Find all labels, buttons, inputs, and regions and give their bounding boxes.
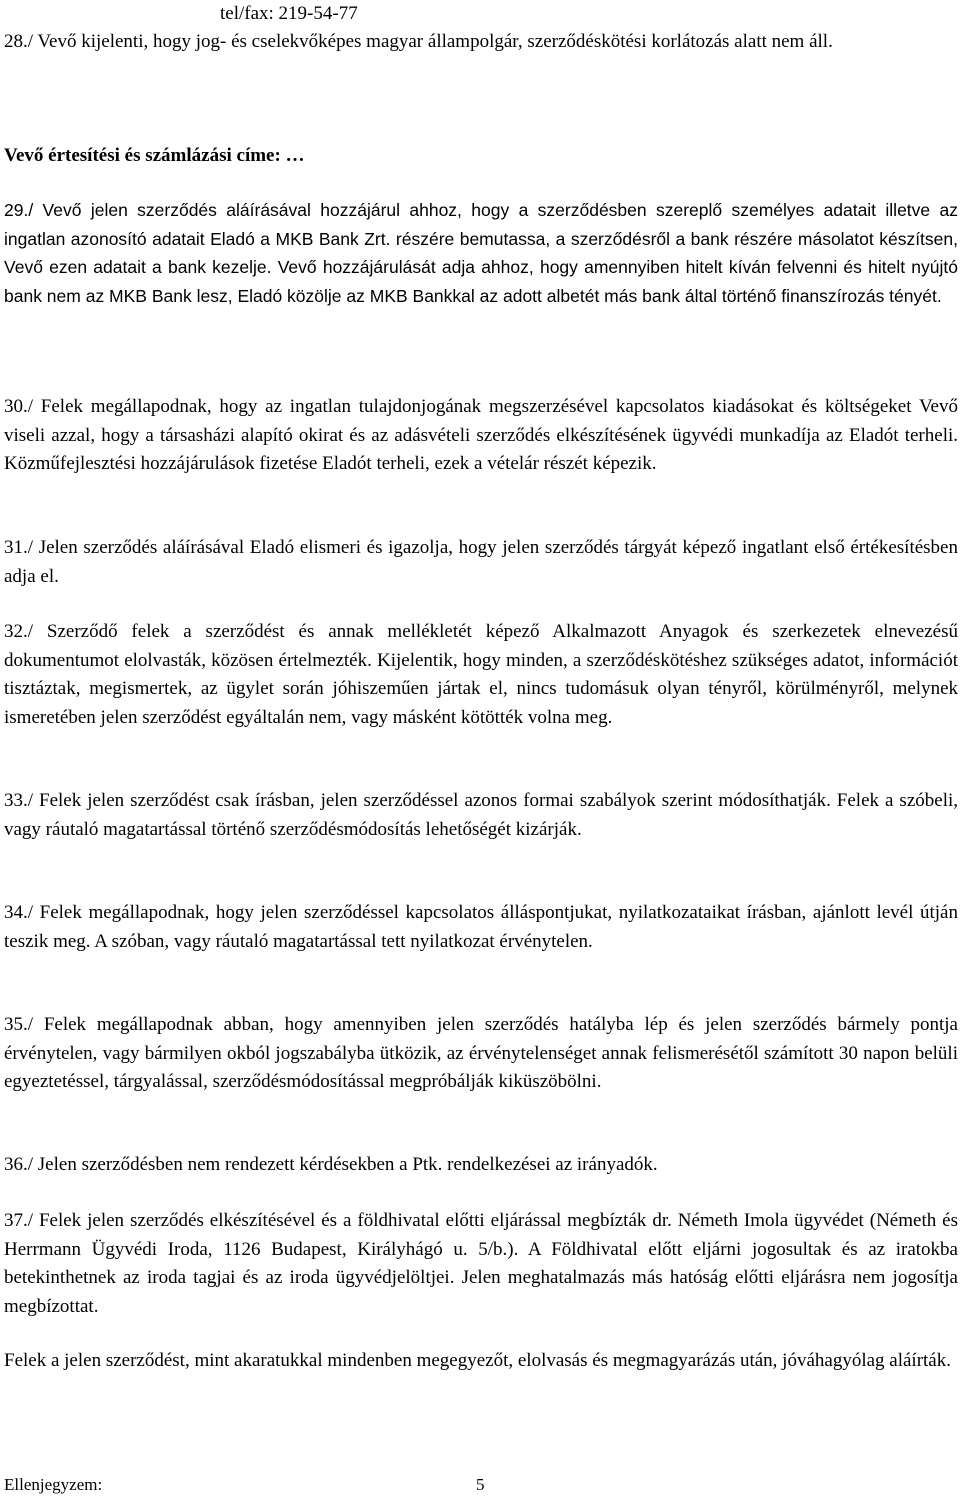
- paragraph-33: 33./ Felek jelen szerződést csak írásban, jelen szerződéssel azonos formai szabályok szerint módosíthatják. Felek a szóbeli, vagy ráutaló magatartással történő szerződésmódosítás lehetőségét kizárják.: [4, 790, 958, 840]
- header-contact: tel/fax: 219-54-77: [220, 3, 358, 24]
- paragraph-29: 29./ Vevő jelen szerződés aláírásával hozzájárul ahhoz, hogy a szerződésben szereplő személyes adatait illetve az ingatlan azonosító adatait Eladó a MKB Bank Zrt. részére bemutassa, a szerződésről a bank részére másolatot készítsen, Vevő ezen adatait a bank kezelje. Vevő hozzájárulását adja ahhoz, hogy amennyiben hitelt kíván felvenni és hitelt nyújtó bank nem az MKB Bank lesz, Eladó közölje az MKB Bankkal az adott albetét más bank által történő finanszírozás tényét.: [4, 200, 958, 306]
- paragraph-32: 32./ Szerződő felek a szerződést és annak mellékletét képező Alkalmazott Anyagok és szerkezetek elnevezésű dokumentumot elolvasták, közösen értelmezték. Kijelentik, hogy minden, a szerződéskötéshez szükséges adatot, információt tisztáztak, megismertek, az ügylet során jóhiszeműen jártak el, nincs tudomásuk olyan tényről, körülményről, melynek ismeretében jelen szerződést egyáltalán nem, vagy másként kötötték volna meg.: [4, 621, 958, 728]
- page-number: 5: [476, 1475, 485, 1494]
- paragraph-31: 31./ Jelen szerződés aláírásával Eladó elismeri és igazolja, hogy jelen szerződés tárgyát képező ingatlant első értékesítésben adja el.: [4, 537, 958, 587]
- countersign-label: Ellenjegyzem:: [4, 1475, 103, 1494]
- paragraph-35: 35./ Felek megállapodnak abban, hogy amennyiben jelen szerződés hatályba lép és jelen szerződés bármely pontja érvénytelen, vagy bármilyen okból jogszabályba ütközik, az érvénytelenséget annak felismerésétől számított 30 napon belüli egyeztetéssel, tárgyalással, szerződésmódosítással megpróbálják kiküszöbölni.: [4, 1014, 958, 1092]
- closing-paragraph: Felek a jelen szerződést, mint akaratukkal mindenben megegyezőt, elolvasás és megmagyarázás után, jóváhagyólag aláírták.: [4, 1350, 951, 1371]
- paragraph-28: 28./ Vevő kijelenti, hogy jog- és cselekvőképes magyar állampolgár, szerződéskötési korlátozás alatt nem áll.: [4, 31, 833, 52]
- document-page: [4, 0, 958, 1499]
- paragraph-30: 30./ Felek megállapodnak, hogy az ingatlan tulajdonjogának megszerzésével kapcsolatos kiadásokat és költségeket Vevő viseli azzal, hogy a társasházi alapító okirat és az adásvételi szerződés elkészítésének ügyvédi munkadíja az Eladót terheli. Közműfejlesztési hozzájárulások fizetése Eladót terheli, ezek a vételár részét képezik.: [4, 396, 958, 474]
- billing-address-heading: Vevő értesítési és számlázási címe: …: [4, 145, 305, 166]
- paragraph-34: 34./ Felek megállapodnak, hogy jelen szerződéssel kapcsolatos álláspontjukat, nyilatkozataikat írásban, ajánlott levél útján teszik meg. A szóban, vagy ráutaló magatartással tett nyilatkozat érvénytelen.: [4, 902, 958, 952]
- paragraph-36: 36./ Jelen szerződésben nem rendezett kérdésekben a Ptk. rendelkezései az irányadók.: [4, 1154, 658, 1175]
- paragraph-37: 37./ Felek jelen szerződés elkészítésével és a földhivatal előtti eljárással megbízták dr. Németh Imola ügyvédet (Németh és Herrmann Ügyvédi Iroda, 1126 Budapest, Királyhágó u. 5/b.). A Földhivatal előtt eljárni jogosultak és az iratokba betekinthetnek az iroda tagjai és az iroda ügyvédjelöltjei. Jelen meghatalmazás más hatóság előtti eljárásra nem jogosítja megbízottat.: [4, 1210, 958, 1317]
